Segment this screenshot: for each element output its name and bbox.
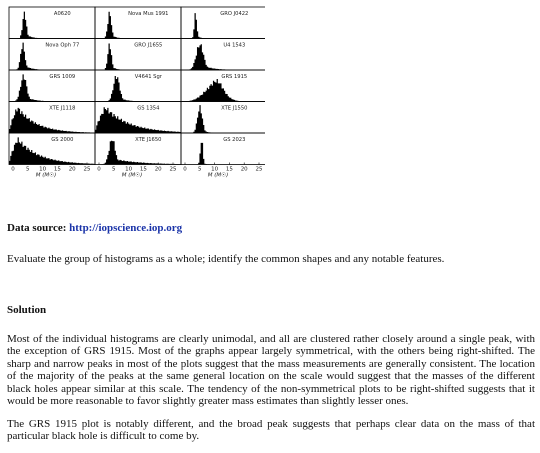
histogram-panel (9, 133, 95, 165)
histogram-panel (9, 70, 95, 102)
histogram-panel-label: GS 2000 (51, 137, 74, 143)
histogram-panel-label: GRO J1655 (134, 42, 163, 49)
histogram-bars (95, 141, 181, 165)
data-source-link[interactable]: http://iopscience.iop.org (69, 222, 183, 234)
histogram-panel (9, 102, 95, 134)
axis-tick-label: 20 (154, 166, 162, 173)
axis-tick-label: 15 (225, 166, 233, 173)
question-text: Evaluate the group of histograms as a whole; identify the common shapes and any notable features. (7, 253, 445, 265)
histogram-panel-label: GRS 1009 (49, 74, 76, 80)
histogram-panel-label: XTE J1550 (221, 105, 248, 112)
histogram-panel (181, 7, 265, 39)
axis-tick-label: 10 (39, 166, 47, 173)
histogram-panel-label: GRO J0422 (220, 11, 249, 17)
x-axis-label: M (M☉) (35, 172, 57, 179)
histogram-panel (9, 7, 95, 39)
histogram-panel-label: XTE J1118 (49, 105, 76, 112)
axis-tick-label: 15 (53, 166, 61, 173)
axis-tick-label: 0 (97, 166, 101, 173)
axis-tick-label: 10 (211, 166, 219, 173)
histogram-panel-label: XTE J1650 (135, 137, 162, 143)
solution-paragraph-1: Most of the individual histograms are clearly unimodal, and all are clustered rather closely around a single peak, with the exception of GRS 1915. Most of the graphs appear largely symmetrical, with the others being right-shifted. The sharp and narrow peaks in most of the plots suggest that the mass measurements are generally consistent. The location of the majority of the peaks at the same general location on the scale would suggest that the masses of the different black holes appear similar at this scale. The tendency of the non-symmetrical plots to be right-shifted suggests that it would be more reasonable to favor slightly greater mass estimates than slightly lesser ones. (7, 333, 535, 408)
axis-tick-label: 20 (240, 166, 248, 173)
histogram-panel-label: GRS 1915 (221, 74, 248, 80)
histogram-panel (95, 102, 181, 134)
solution-paragraph-2: The GRS 1915 plot is notably different, and the broad peak suggests that perhaps clear data on the mass of that particular black hole is difficult to come by. (7, 418, 535, 443)
histogram-panel-label: V4641 Sgr (134, 74, 162, 80)
histogram-panel (181, 70, 265, 102)
axis-tick-label: 0 (183, 166, 187, 173)
axis-tick-label: 10 (125, 166, 133, 173)
histogram-panel (95, 7, 181, 39)
histogram-panel (181, 102, 265, 134)
histogram-bars (9, 105, 95, 133)
histogram-panel (95, 133, 181, 165)
axis-tick-label: 5 (26, 166, 30, 173)
histogram-panel-label: Nova Oph 77 (45, 42, 80, 49)
histogram-grid-svg (5, 2, 265, 194)
axis-tick-label: 25 (83, 166, 91, 173)
x-axis-label: M (M☉) (207, 172, 229, 179)
axis-tick-label: 0 (11, 166, 15, 173)
axis-tick-label: 25 (169, 166, 177, 173)
axis-tick-label: 15 (139, 166, 147, 173)
axis-tick-label: 5 (112, 166, 116, 173)
axis-tick-label: 25 (255, 166, 263, 173)
histogram-bars (9, 12, 95, 39)
histogram-bars (181, 79, 265, 101)
histogram-panel (9, 39, 95, 71)
data-source-label: Data source: (7, 222, 67, 234)
histogram-panel (95, 39, 181, 71)
histogram-panel-label: GS 2023 (223, 137, 246, 143)
axis-tick-label: 20 (68, 166, 76, 173)
histogram-grid-figure (5, 2, 265, 194)
histogram-panel-label: A0620 (53, 11, 71, 17)
histogram-bars (181, 143, 265, 165)
histogram-panel (181, 133, 265, 165)
axis-tick-label: 5 (198, 166, 202, 173)
histogram-panel-label: GS 1354 (137, 105, 160, 112)
x-axis-label: M (M☉) (121, 172, 143, 179)
data-source-line (7, 222, 182, 234)
histogram-panel (95, 70, 181, 102)
histogram-panel (181, 39, 265, 71)
solution-heading: Solution (7, 304, 47, 316)
histogram-panel-label: U4 1543 (223, 42, 246, 49)
histogram-panel-label: Nova Mus 1991 (128, 11, 169, 17)
